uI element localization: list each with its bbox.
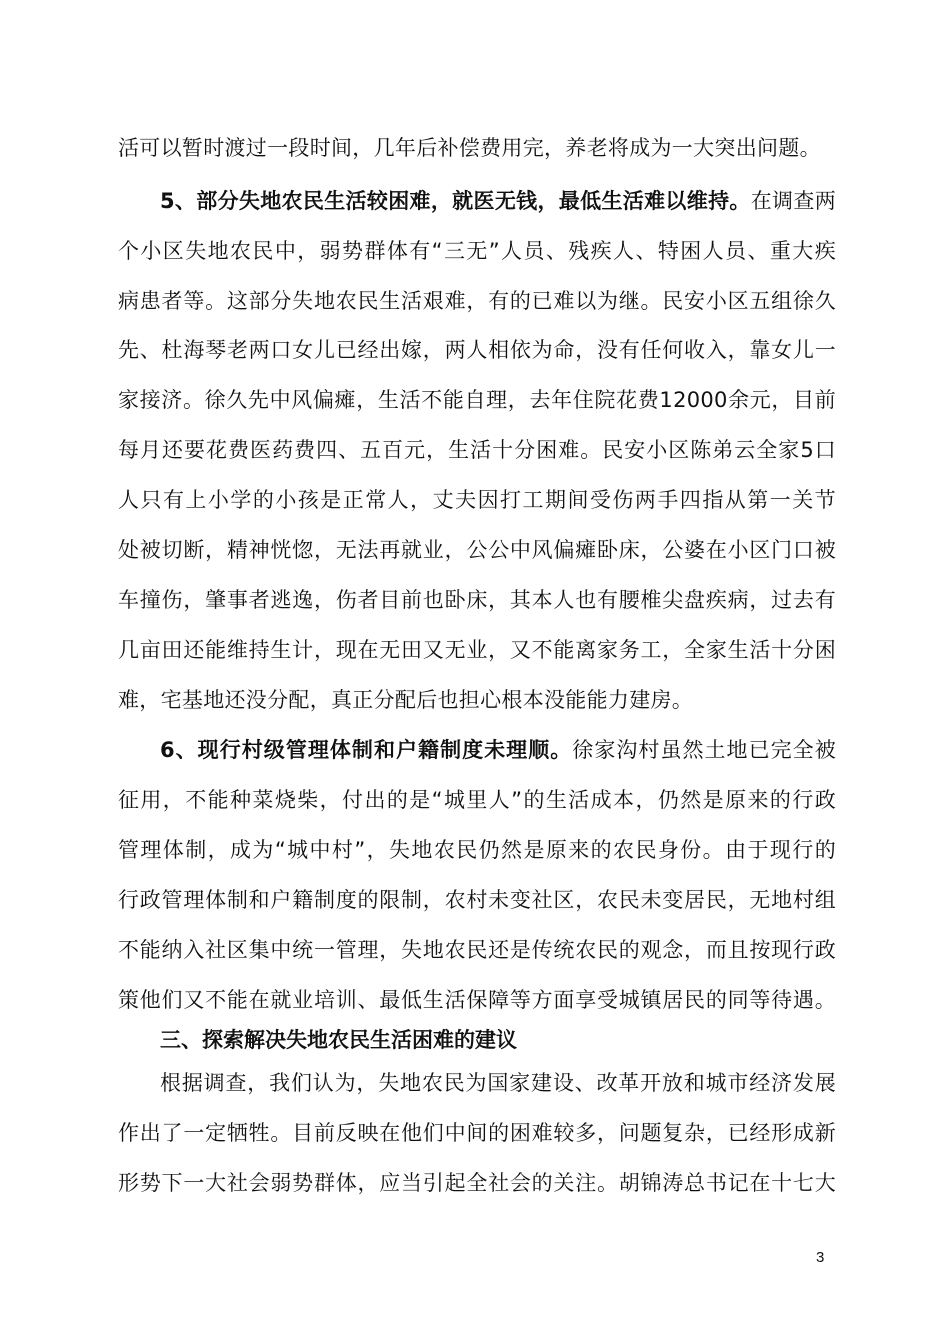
line-text: 先、杜海琴老两口女儿已经出嫁，两人相依为命，没有任何收入，靠女儿一 — [118, 338, 836, 362]
line-text: 形势下一大社会弱势群体，应当引起全社会的关注。胡锦涛总书记在十七大 — [118, 1171, 836, 1195]
paragraph-line — [118, 885, 836, 915]
paragraph-line — [160, 1068, 836, 1098]
paragraph-line — [118, 985, 836, 1015]
paragraph-line — [118, 535, 836, 565]
line-text: 几亩田还能维持生计，现在无田又无业，又不能离家务工，全家生活十分困 — [118, 638, 836, 662]
line-text: 车撞伤，肇事者逃逸，伤者目前也卧床，其本人也有腰椎尖盘疾病，过去有 — [118, 588, 836, 612]
line-text: 家接济。徐久先中风偏瘫，生活不能自理，去年住院花费12000余元，目前 — [118, 388, 836, 412]
paragraph-line — [118, 1118, 836, 1148]
line-text: 行政管理体制和户籍制度的限制，农村未变社区，农民未变居民，无地村组 — [118, 888, 836, 912]
page-number: 3 — [816, 1249, 825, 1266]
line-text: 作出了一定牺牲。目前反映在他们中间的困难较多，问题复杂，已经形成新 — [118, 1121, 836, 1145]
line-text: 每月还要花费医药费四、五百元，生活十分困难。民安小区陈弟云全家5口 — [118, 438, 836, 462]
paragraph-line — [118, 1168, 836, 1198]
line-text: 根据调查，我们认为，失地农民为国家建设、改革开放和城市经济发展 — [160, 1071, 836, 1095]
line-text: 人只有上小学的小孩是正常人，丈夫因打工期间受伤两手四指从第一关节 — [118, 488, 836, 512]
paragraph-line — [118, 785, 836, 815]
line-text: 活可以暂时渡过一段时间，几年后补偿费用完，养老将成为一大突出问题。 — [118, 136, 821, 160]
line-text: 在调查两 — [750, 189, 836, 213]
paragraph-line — [118, 835, 836, 865]
paragraph-line — [118, 685, 836, 715]
line-text: 管理体制，成为“城中村”，失地农民仍然是原来的农民身份。由于现行的 — [118, 838, 836, 862]
paragraph-line — [160, 735, 836, 765]
line-text: 个小区失地农民中，弱势群体有“三无”人员、残疾人、特困人员、重大疾 — [118, 239, 836, 263]
line-text: 处被切断，精神恍惚，无法再就业，公公中风偏瘫卧床，公婆在小区门口被 — [118, 538, 836, 562]
paragraph-line — [160, 186, 836, 216]
section-heading: 三、探索解决失地农民生活困难的建议 — [160, 1028, 517, 1052]
line-text: 病患者等。这部分失地农民生活艰难，有的已难以为继。民安小区五组徐久 — [118, 289, 836, 313]
paragraph-line — [118, 335, 836, 365]
paragraph-line — [118, 635, 836, 665]
paragraph-line — [118, 485, 836, 515]
paragraph-line — [118, 133, 836, 163]
line-text: 策他们又不能在就业培训、最低生活保障等方面享受城镇居民的同等待遇。 — [118, 988, 836, 1012]
paragraph-line — [118, 236, 836, 266]
line-text: 徐家沟村虽然土地已完全被 — [572, 738, 836, 762]
paragraph-line — [118, 435, 836, 465]
line-text: 不能纳入社区集中统一管理，失地农民还是传统农民的观念，而且按现行政 — [118, 938, 836, 962]
paragraph-line — [118, 385, 836, 415]
paragraph-line — [118, 585, 836, 615]
paragraph-line — [118, 286, 836, 316]
line-text: 难，宅基地还没分配，真正分配后也担心根本没能能力建房。 — [118, 688, 694, 712]
item-6-lead: 6、现行村级管理体制和户籍制度未理顺。 — [160, 738, 573, 762]
paragraph-line — [118, 935, 836, 965]
item-5-lead: 5、部分失地农民生活较困难，就医无钱，最低生活难以维持。 — [160, 189, 751, 213]
line-text: 征用，不能种菜烧柴，付出的是“城里人”的生活成本，仍然是原来的行政 — [118, 788, 836, 812]
